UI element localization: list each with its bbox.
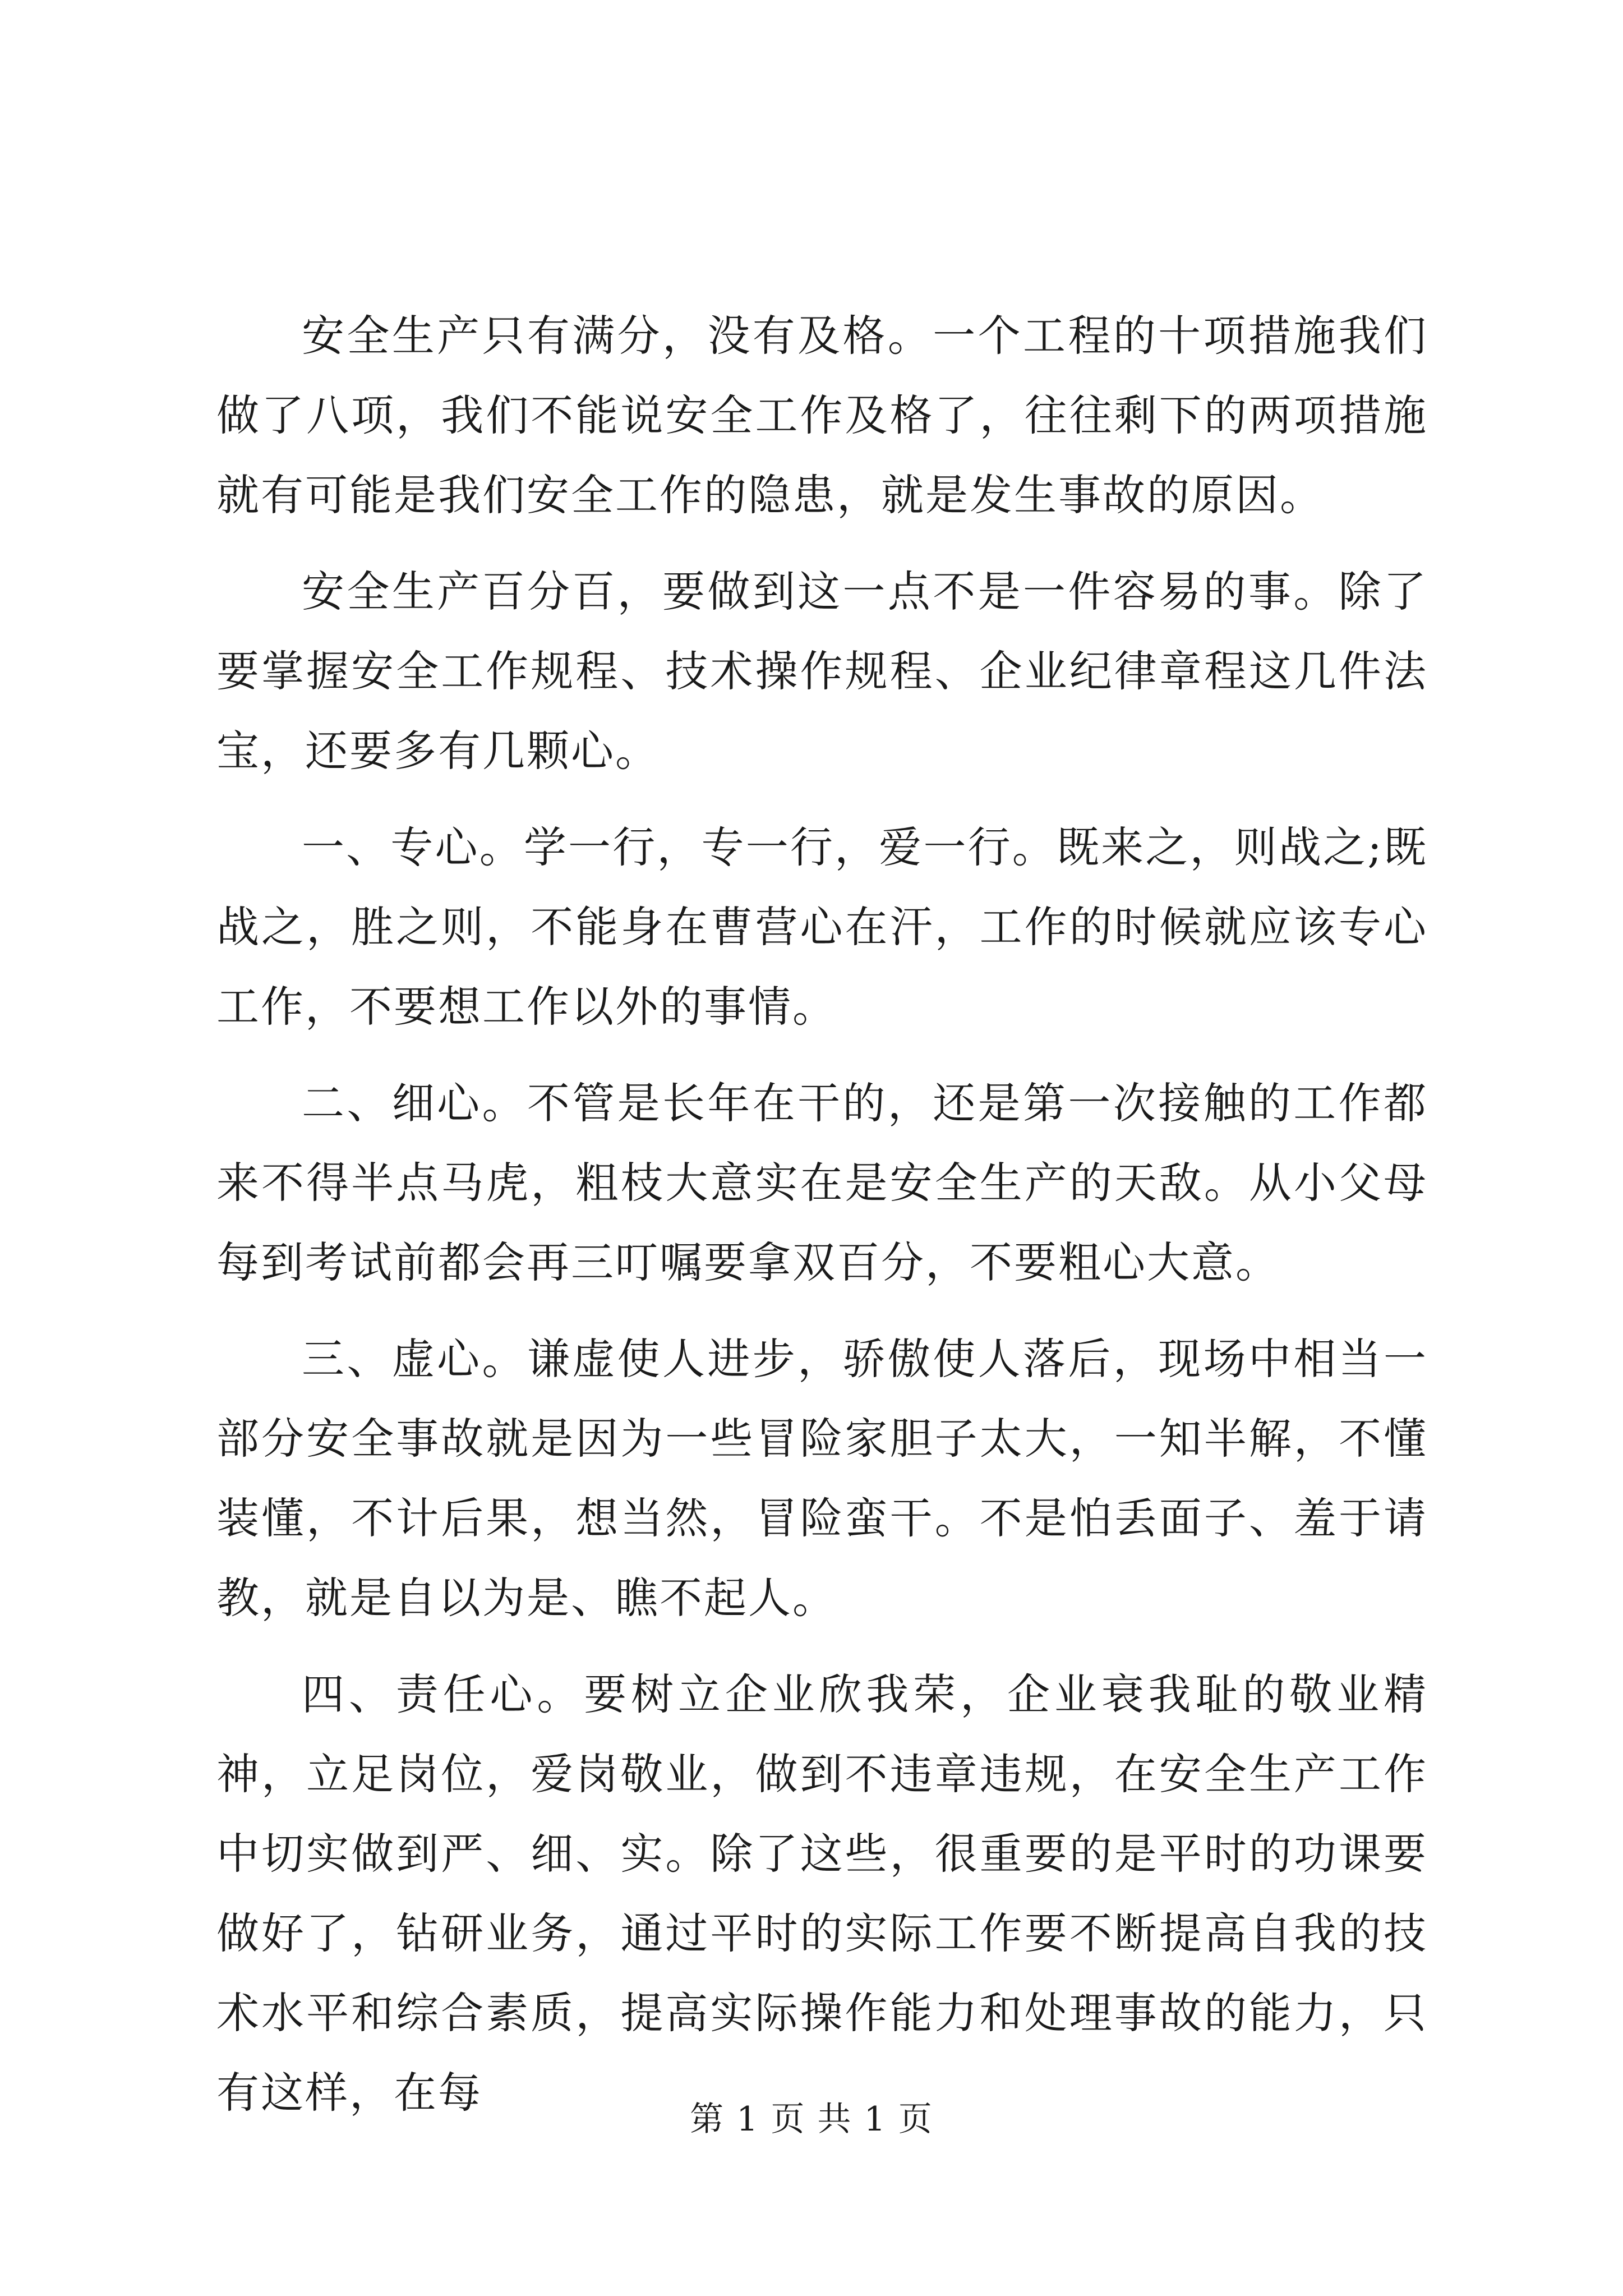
- document-body: [216, 296, 1428, 2150]
- paragraph-6: 四、责任心。要树立企业欣我荣，企业衰我耻的敬业精神，立足岗位，爱岗敬业，做到不违章违规，在安全生产工作中切实做到严、细、实。除了这些，很重要的是平时的功课要做好了，钻研业务，通过平时的实际工作要不断提高自我的技术水平和综合素质，提高实际操作能力和处理事故的能力，只有这样，在每: [216, 1669, 1428, 2118]
- paragraph-2: 安全生产百分百，要做到这一点不是一件容易的事。除了要掌握安全工作规程、技术操作规程、企业纪律章程这几件法宝，还要多有几颗心。: [216, 567, 1428, 776]
- page-footer: 第 1 页 共 1 页: [690, 2100, 933, 2139]
- paragraph-3: 一、专心。学一行，专一行，爱一行。既来之，则战之;既战之，胜之则，不能身在曹营心在汗，工作的时候就应该专心工作，不要想工作以外的事情。: [216, 822, 1428, 1032]
- paragraph-4: 二、细心。不管是长年在干的，还是第一次接触的工作都来不得半点马虎，粗枝大意实在是安全生产的天敌。从小父母每到考试前都会再三叮嘱要拿双百分，不要粗心大意。: [216, 1078, 1428, 1287]
- paragraph-5: 三、虚心。谦虚使人进步，骄傲使人落后，现场中相当一部分安全事故就是因为一些冒险家胆子太大，一知半解，不懂装懂，不计后果，想当然，冒险蛮干。不是怕丢面子、羞于请教，就是自以为是、瞧不起人。: [216, 1334, 1428, 1623]
- paragraph-1: 安全生产只有满分，没有及格。一个工程的十项措施我们做了八项，我们不能说安全工作及格了，往往剩下的两项措施就有可能是我们安全工作的隐患，就是发生事故的原因。: [216, 311, 1428, 520]
